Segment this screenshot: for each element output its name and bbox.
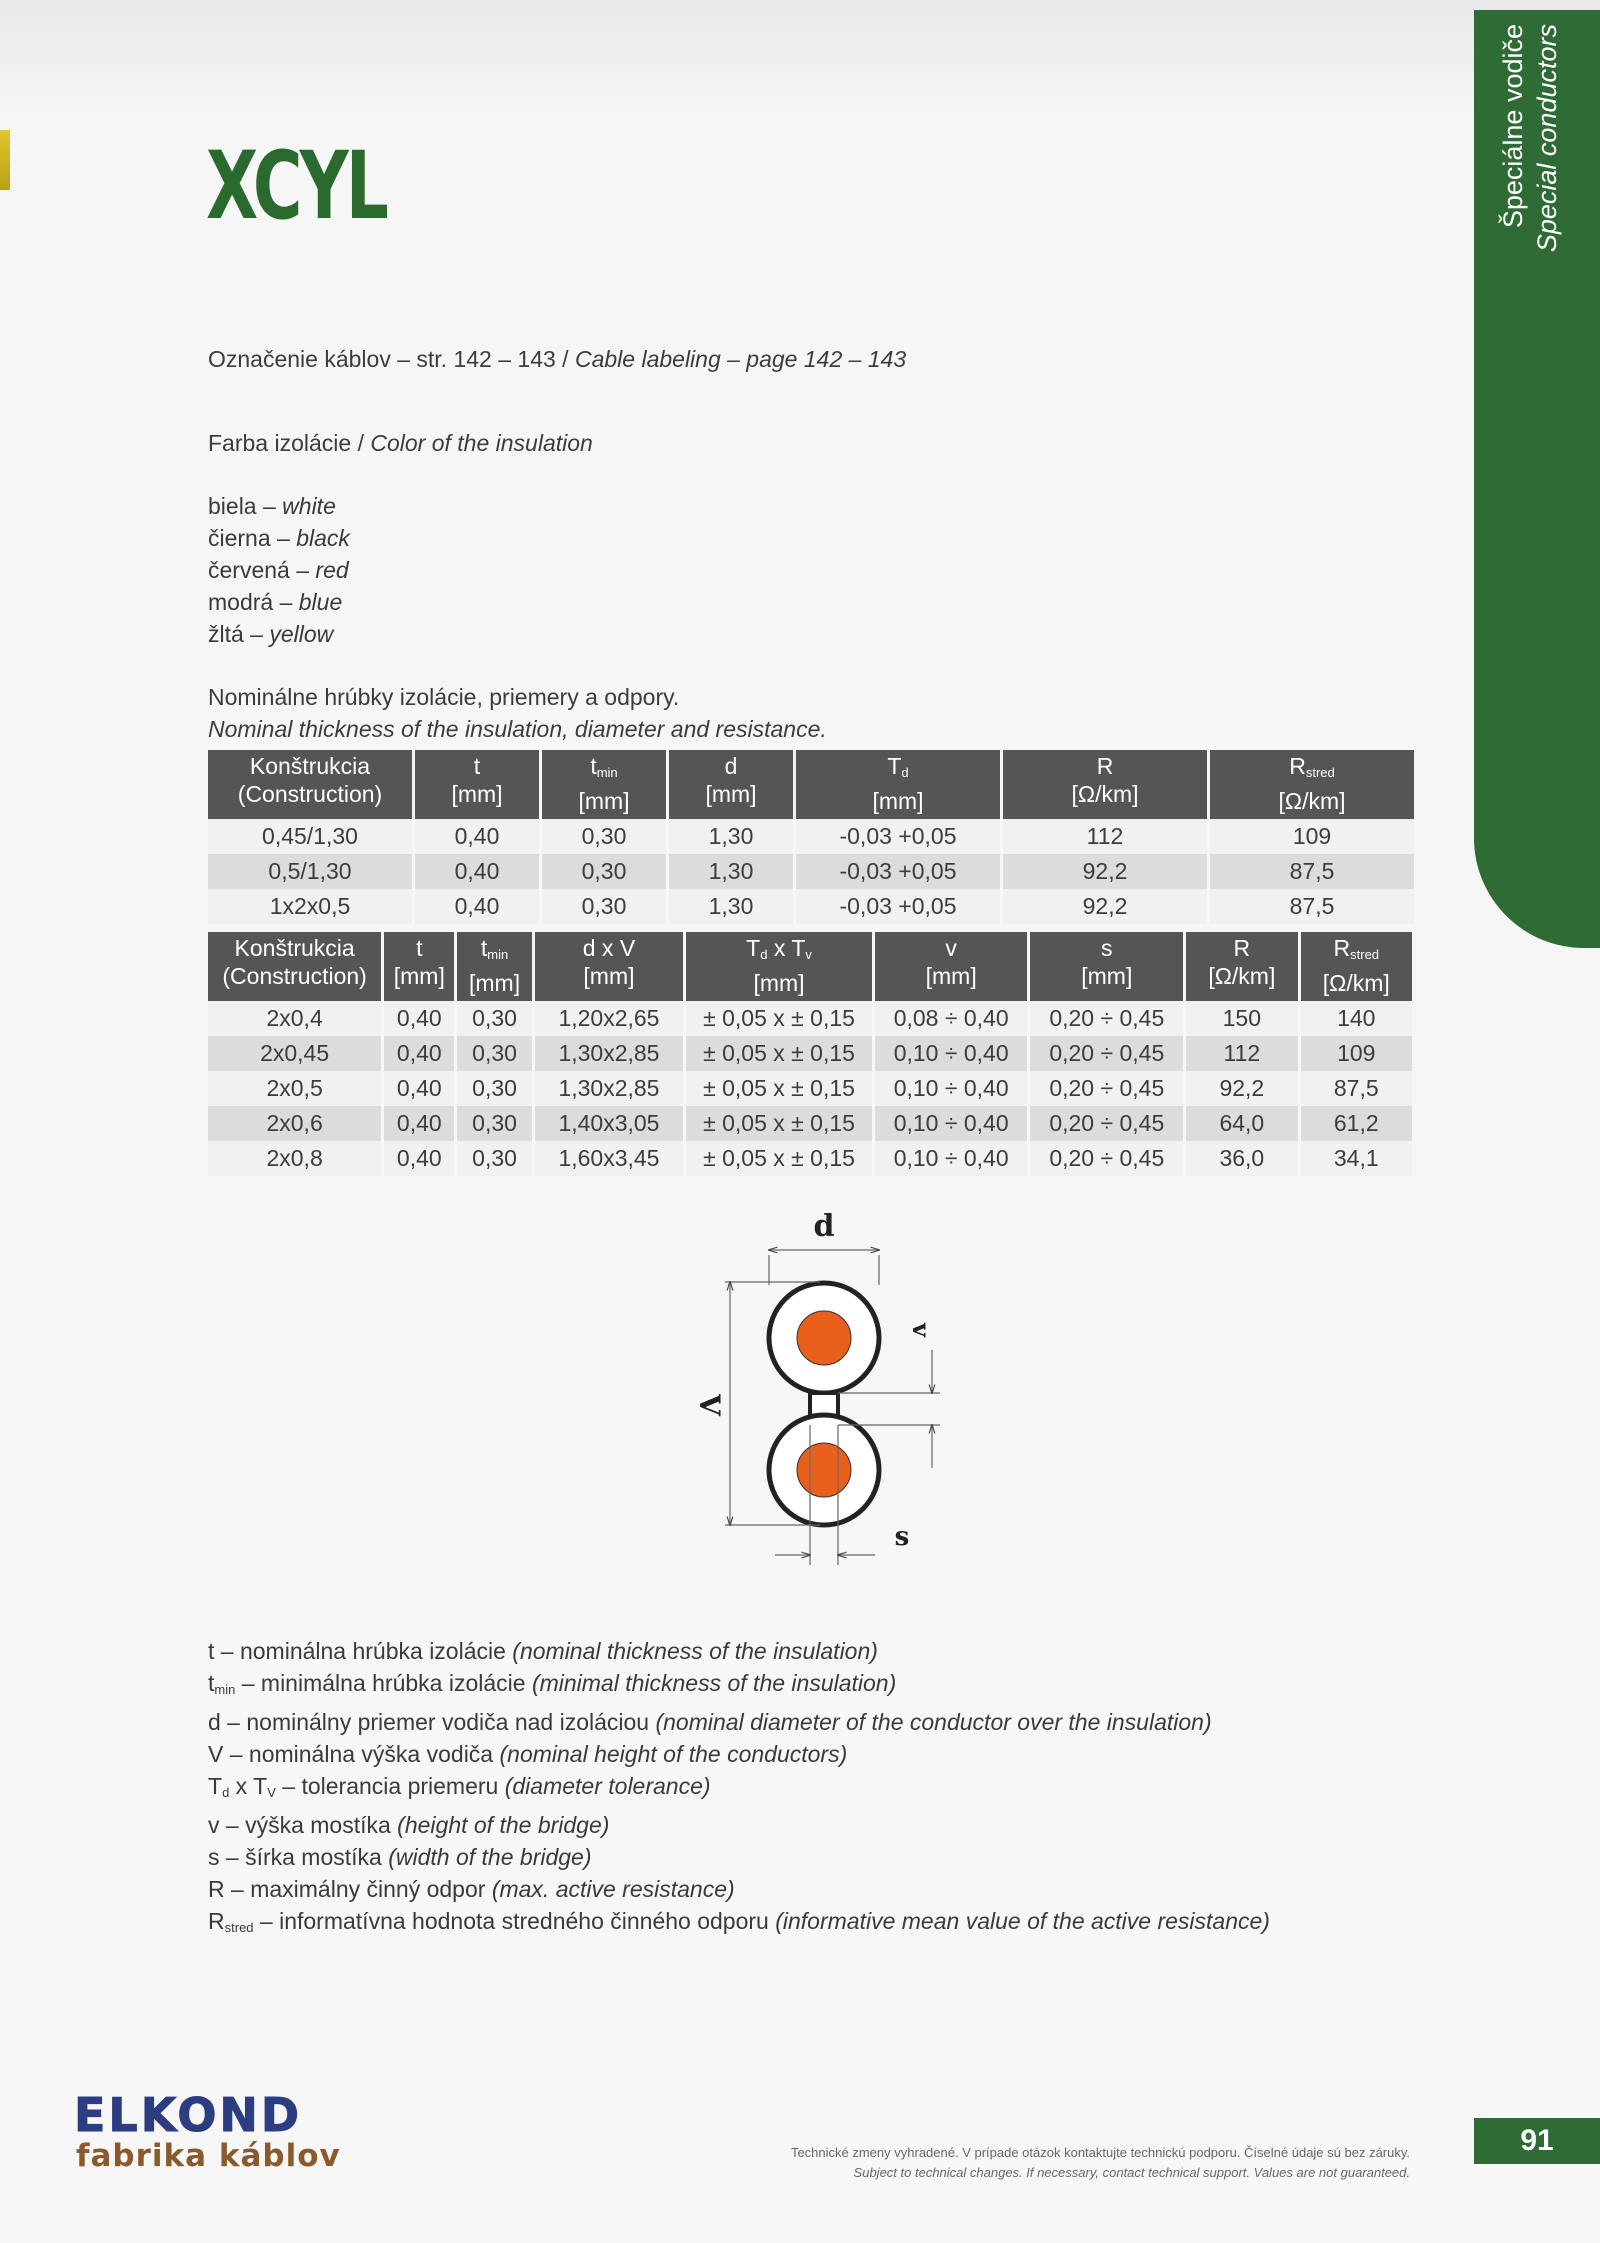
label-v: v	[907, 1323, 936, 1337]
cell: 0,40	[414, 889, 541, 924]
cell: 0,40	[383, 1001, 456, 1036]
top-conductor	[769, 1283, 879, 1393]
color-item-en: black	[296, 525, 350, 551]
legend-item: $T_d$ x $T_V$ – tolerancia priemeru (diameter tolerance)	[208, 1773, 711, 1800]
cell: 0,30	[456, 1141, 533, 1176]
page-number: 91	[1474, 2118, 1600, 2164]
table-row	[208, 1106, 1412, 1141]
legend-item: s – šírka mostíka (width of the bridge)	[208, 1844, 592, 1870]
cell: 0,40	[383, 1071, 456, 1106]
insulation-color-en: Color of the insulation	[370, 430, 593, 456]
cell: 1,30x2,85	[533, 1036, 685, 1071]
cell: 0,20 ÷ 0,45	[1029, 1001, 1185, 1036]
cell: 87,5	[1209, 889, 1415, 924]
cell: 2x0,5	[208, 1071, 383, 1106]
cable-labeling-sk: Označenie káblov – str. 142 – 143 /	[208, 346, 575, 372]
cell: 0,45/1,30	[208, 819, 414, 854]
cell: 112	[1002, 819, 1209, 854]
col-header-v: v [mm]	[873, 932, 1029, 1001]
col-header-r: R [Ω/km]	[1002, 750, 1209, 819]
color-item	[208, 554, 350, 586]
color-item	[208, 618, 350, 650]
table-row	[208, 819, 1414, 854]
color-item	[208, 586, 350, 618]
cell: ± 0,05 x ± 0,15	[685, 1036, 874, 1071]
color-list	[208, 490, 350, 650]
cell: 0,30	[456, 1071, 533, 1106]
legend-item: $R_{stred}$ – informatívna hodnota stredného činného odporu (informative mean value of the active resistance)	[208, 1908, 1270, 1935]
cell: 0,40	[383, 1036, 456, 1071]
cell: 2x0,8	[208, 1141, 383, 1176]
spec-table-single	[208, 750, 1414, 924]
legend-item: d – nominálny priemer vodiča nad izoláciou (nominal diameter of the conductor over the insulation)	[208, 1709, 1212, 1735]
cell: 0,40	[414, 819, 541, 854]
cell: 92,2	[1185, 1071, 1299, 1106]
cell: -0,03 +0,05	[795, 889, 1002, 924]
cable-labeling-en: Cable labeling – page 142 – 143	[574, 346, 907, 372]
col-header-construction: Konštrukcia (Construction)	[208, 750, 414, 819]
color-item-en: white	[282, 493, 336, 519]
table-row	[208, 854, 1414, 889]
col-header-rstred: $R_{stred}$ [Ω/km]	[1209, 750, 1415, 819]
table-row	[208, 1071, 1412, 1106]
footer-disclaimer	[791, 2143, 1410, 2183]
table-row	[208, 1141, 1412, 1176]
side-tab-line-sk: Špeciálne vodiče	[1498, 24, 1528, 229]
cell: 0,20 ÷ 0,45	[1029, 1071, 1185, 1106]
cell: 1,20x2,65	[533, 1001, 685, 1036]
section-side-tab-label	[1496, 24, 1564, 284]
cell: 0,30	[456, 1001, 533, 1036]
cell: 1,30	[668, 854, 795, 889]
cell: -0,03 +0,05	[795, 819, 1002, 854]
elkond-logo-subtitle: fabrika káblov	[76, 2138, 341, 2174]
cell: 0,10 ÷ 0,40	[873, 1036, 1029, 1071]
cell: ± 0,05 x ± 0,15	[685, 1106, 874, 1141]
color-item-sk: žltá –	[208, 621, 270, 647]
cell: 2x0,4	[208, 1001, 383, 1036]
cell: 0,30	[541, 889, 668, 924]
cell: 87,5	[1209, 854, 1415, 889]
label-V: V	[693, 1394, 726, 1416]
cell: 109	[1209, 819, 1415, 854]
cell: 0,20 ÷ 0,45	[1029, 1141, 1185, 1176]
insulation-color-heading	[208, 430, 593, 457]
label-s: s	[894, 1522, 910, 1552]
yellow-wire-decoration	[0, 130, 10, 190]
color-item-en: blue	[298, 589, 343, 615]
color-item-en: yellow	[269, 621, 334, 647]
cell: 2x0,45	[208, 1036, 383, 1071]
cell: 92,2	[1002, 889, 1209, 924]
side-tab-line-en: Special conductors	[1532, 24, 1562, 253]
cell: 0,40	[414, 854, 541, 889]
legend-item: V – nominálna výška vodiča (nominal height of the conductors)	[208, 1741, 848, 1767]
col-header-tdxtv: $T_d$ x $T_v$ [mm]	[685, 932, 874, 1001]
elkond-logo-wordmark: ELKOND	[74, 2088, 303, 2142]
cell: 1,40x3,05	[533, 1106, 685, 1141]
color-item	[208, 490, 350, 522]
col-header-s: s [mm]	[1029, 932, 1185, 1001]
cell: -0,03 +0,05	[795, 854, 1002, 889]
cell: 0,5/1,30	[208, 854, 414, 889]
col-header-t: t [mm]	[414, 750, 541, 819]
cell: 109	[1299, 1036, 1412, 1071]
col-header-t: t [mm]	[383, 932, 456, 1001]
table-intro-en: Nominal thickness of the insulation, diameter and resistance.	[208, 716, 827, 742]
legend-item: R – maximálny činný odpor (max. active resistance)	[208, 1876, 735, 1902]
spec-table-twin	[208, 932, 1412, 1176]
cell: 0,10 ÷ 0,40	[873, 1106, 1029, 1141]
col-header-d: d [mm]	[668, 750, 795, 819]
color-item-en: red	[315, 557, 349, 583]
col-header-rstred: $R_{stred}$ [Ω/km]	[1299, 932, 1412, 1001]
cell: 1x2x0,5	[208, 889, 414, 924]
color-item	[208, 522, 350, 554]
cell: 1,30	[668, 819, 795, 854]
cell: 1,30x2,85	[533, 1071, 685, 1106]
table-row	[208, 1001, 1412, 1036]
cell: 140	[1299, 1001, 1412, 1036]
table-intro-sk: Nominálne hrúbky izolácie, priemery a odpory.	[208, 684, 680, 710]
cell: 64,0	[1185, 1106, 1299, 1141]
col-header-tmin: $t_{min}$ [mm]	[541, 750, 668, 819]
cell: 150	[1185, 1001, 1299, 1036]
color-item-sk: biela –	[208, 493, 283, 519]
color-item-sk: červená –	[208, 557, 316, 583]
cell: 0,30	[456, 1106, 533, 1141]
cell: 0,30	[456, 1036, 533, 1071]
label-d: d	[813, 1209, 835, 1244]
cell: 0,30	[541, 854, 668, 889]
disclaimer-sk: Technické zmeny vyhradené. V prípade otázok kontaktujte technickú podporu. Číselné údaje sú bez záruky.	[790, 2145, 1410, 2160]
table-row	[208, 889, 1414, 924]
cable-labeling-note	[208, 346, 906, 373]
cell: 1,60x3,45	[533, 1141, 685, 1176]
insulation-color-sk: Farba izolácie /	[208, 430, 371, 456]
bottom-conductor	[769, 1415, 879, 1525]
col-header-construction: Konštrukcia (Construction)	[208, 932, 383, 1001]
cell: 0,30	[541, 819, 668, 854]
cell: ± 0,05 x ± 0,15	[685, 1071, 874, 1106]
cell: 0,08 ÷ 0,40	[873, 1001, 1029, 1036]
disclaimer-en: Subject to technical changes. If necessary, contact technical support. Values are not guaranteed.	[853, 2165, 1410, 2180]
legend-item: $t_{min}$ – minimálna hrúbka izolácie (minimal thickness of the insulation)	[208, 1670, 897, 1697]
cell: 36,0	[1185, 1141, 1299, 1176]
page-title: XCYL	[206, 132, 387, 241]
cell: ± 0,05 x ± 0,15	[685, 1001, 874, 1036]
cell: 92,2	[1002, 854, 1209, 889]
cell: 0,20 ÷ 0,45	[1029, 1106, 1185, 1141]
col-header-tmin: $t_{min}$ [mm]	[456, 932, 533, 1001]
table-header-row	[208, 932, 1412, 1001]
cell: 112	[1185, 1036, 1299, 1071]
table-header-row	[208, 750, 1414, 819]
cell: 0,20 ÷ 0,45	[1029, 1036, 1185, 1071]
cell: 2x0,6	[208, 1106, 383, 1141]
col-header-td: $T_d$ [mm]	[795, 750, 1002, 819]
cell: 34,1	[1299, 1141, 1412, 1176]
col-header-r: R [Ω/km]	[1185, 932, 1299, 1001]
symbol-legend	[208, 1635, 1270, 1944]
legend-item: t – nominálna hrúbka izolácie (nominal thickness of the insulation)	[208, 1638, 878, 1664]
cell: 0,40	[383, 1141, 456, 1176]
cell: 61,2	[1299, 1106, 1412, 1141]
cable-cross-section-diagram	[670, 1200, 970, 1570]
cell: 0,10 ÷ 0,40	[873, 1071, 1029, 1106]
color-item-sk: čierna –	[208, 525, 297, 551]
cell: 0,10 ÷ 0,40	[873, 1141, 1029, 1176]
table-row	[208, 1036, 1412, 1071]
cell: 0,40	[383, 1106, 456, 1141]
cell: 87,5	[1299, 1071, 1412, 1106]
cell: ± 0,05 x ± 0,15	[685, 1141, 874, 1176]
col-header-dxv: d x V [mm]	[533, 932, 685, 1001]
cell: 1,30	[668, 889, 795, 924]
legend-item: v – výška mostíka (height of the bridge)	[208, 1812, 610, 1838]
color-item-sk: modrá –	[208, 589, 299, 615]
